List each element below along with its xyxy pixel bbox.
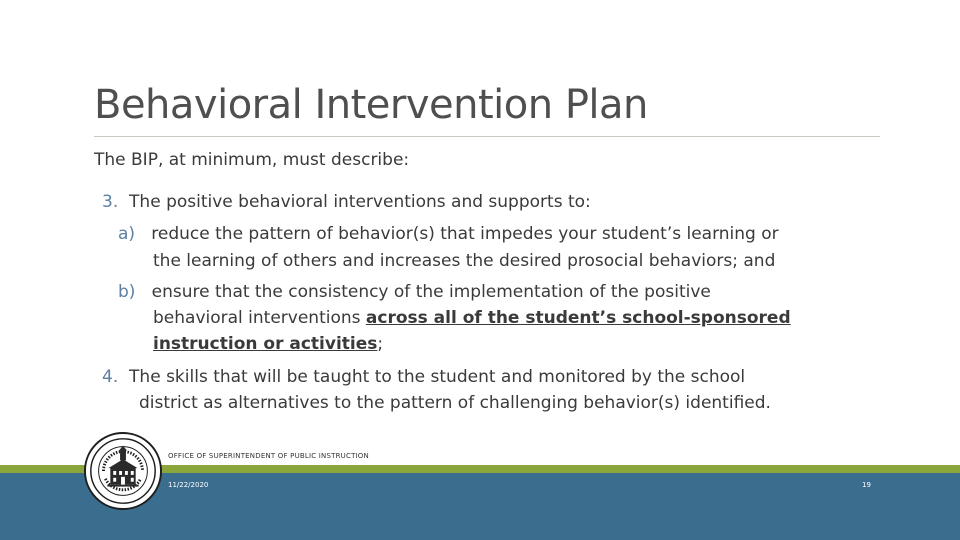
list-item-3 xyxy=(102,192,591,212)
list-item-4-continued: district as alternatives to the pattern of challenging behavior(s) identified. xyxy=(139,393,771,413)
punctuation: ; xyxy=(377,334,384,354)
footer-office-name: OFFICE OF SUPERINTENDENT OF PUBLIC INSTRUCTION xyxy=(168,452,369,460)
list-number: 3. xyxy=(102,192,119,212)
page-number: 19 xyxy=(862,481,871,489)
ospi-seal-logo xyxy=(84,432,162,510)
sub-item-b-continued xyxy=(153,308,791,328)
intro-text: The BIP, at minimum, must describe: xyxy=(94,150,410,170)
sub-item-text: reduce the pattern of behavior(s) that impedes your student’s learning or xyxy=(151,224,779,244)
emphasis-text: across all of the student’s school-sponsored xyxy=(365,308,791,328)
sub-letter: b) xyxy=(118,282,136,302)
sub-item-a-continued: the learning of others and increases the desired prosocial behaviors; and xyxy=(153,251,776,271)
title-divider xyxy=(94,136,880,137)
list-item-text: The skills that will be taught to the student and monitored by the school xyxy=(129,367,746,387)
list-number: 4. xyxy=(102,367,119,387)
sub-item-text: ensure that the consistency of the implementation of the positive xyxy=(151,282,711,302)
sub-item-b xyxy=(118,282,711,302)
sub-item-text: behavioral interventions xyxy=(153,308,366,328)
slide-title: Behavioral Intervention Plan xyxy=(94,82,648,128)
footer-date: 11/22/2020 xyxy=(168,481,209,489)
sub-letter: a) xyxy=(118,224,136,244)
emphasis-text: instruction or activities xyxy=(153,334,378,354)
list-item-text: The positive behavioral interventions and supports to: xyxy=(129,192,591,212)
sub-item-a xyxy=(118,224,779,244)
list-item-4 xyxy=(102,367,745,387)
sub-item-b-continued-2 xyxy=(153,334,383,354)
